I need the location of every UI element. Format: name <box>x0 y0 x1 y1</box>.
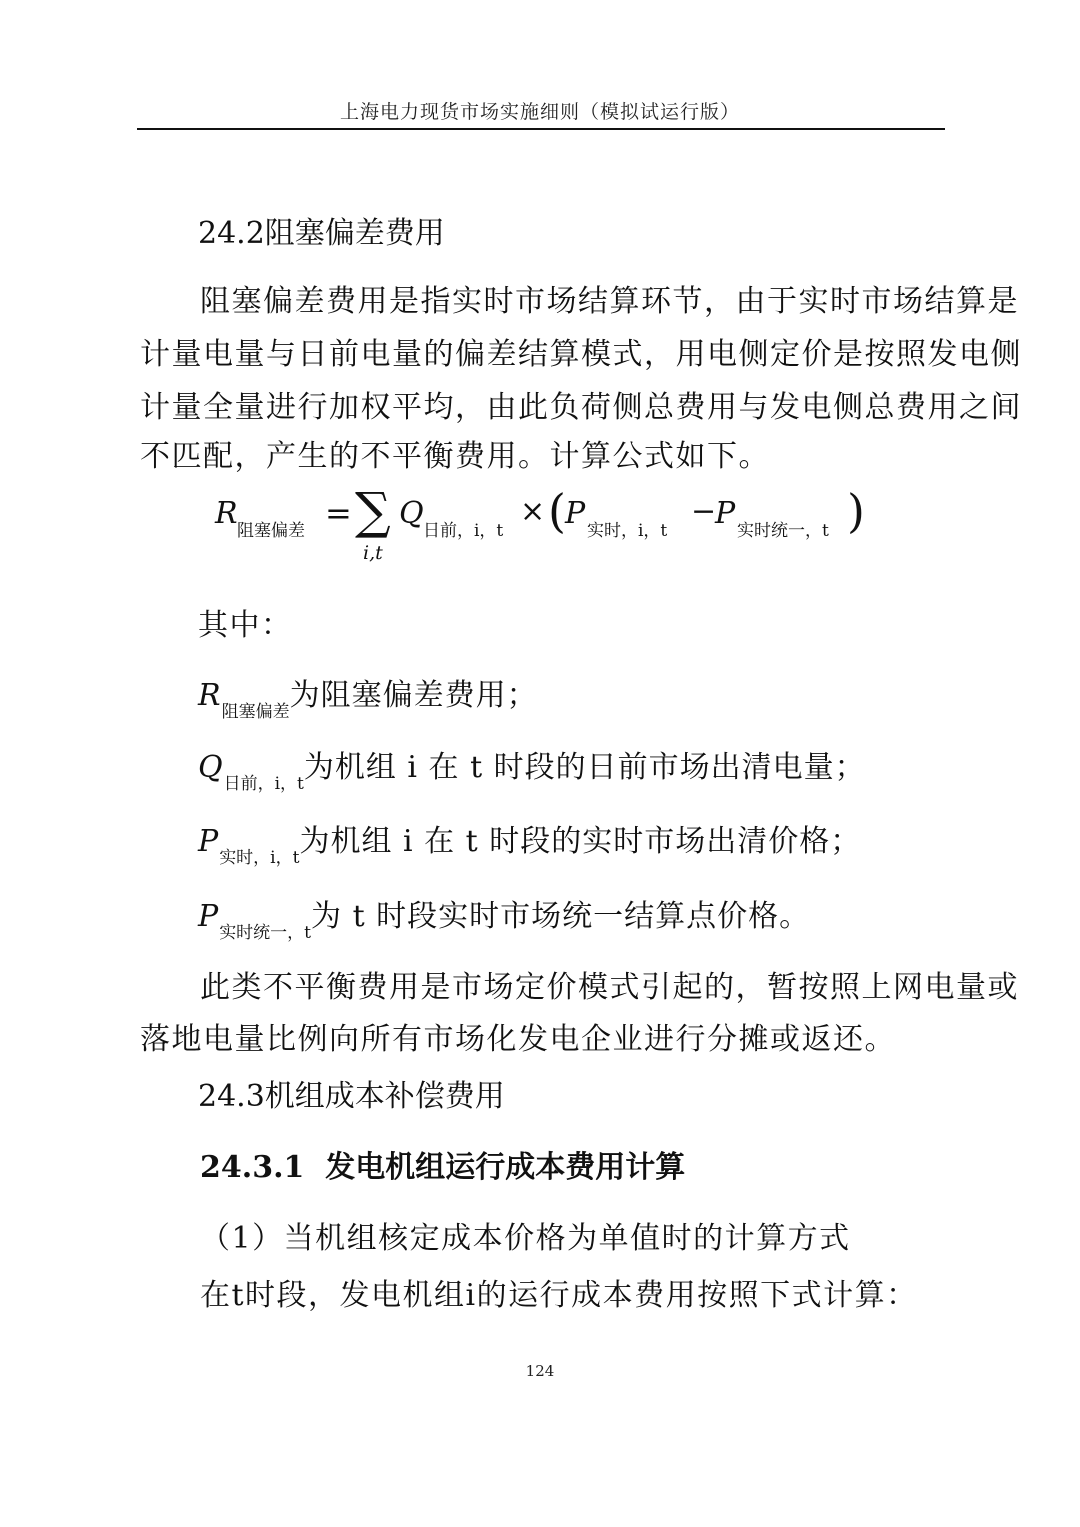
formula-times: × <box>520 494 546 529</box>
formula-sum-symbol: ∑ <box>355 482 391 540</box>
definition-text: 为 t 时段实时市场统一结算点价格。 <box>311 899 811 934</box>
formula-lhs-symbol: R <box>215 496 238 531</box>
section-heading-24-3-1 <box>200 1142 685 1186</box>
formula-q-subscript: 日前，i，t <box>423 521 504 541</box>
formula-p2-subscript: 实时统一，t <box>737 521 829 541</box>
definition-subscript: 阻塞偏差 <box>221 702 290 722</box>
formula-close-paren: ) <box>847 484 865 538</box>
definition-p-unified <box>198 891 810 943</box>
page-header-title: 上海电力现货市场实施细则（模拟试运行版） <box>339 101 740 123</box>
definition-text: 为机组 i 在 t 时段的日前市场出清电量； <box>303 750 866 785</box>
definition-subscript: 日前，i，t <box>223 774 304 794</box>
section-heading-24-2 <box>198 208 445 252</box>
page-number: 124 <box>525 1362 555 1380</box>
definition-symbol: P <box>198 824 220 859</box>
section-heading-24-3 <box>198 1071 505 1115</box>
section-title: 阻塞偏差费用 <box>264 216 445 251</box>
definition-text: 为机组 i 在 t 时段的实时市场出清价格； <box>299 824 862 859</box>
definition-p-realtime <box>198 816 861 868</box>
header-divider <box>137 128 945 130</box>
formula-block <box>215 482 915 576</box>
formula-minus: − <box>691 494 717 529</box>
definition-symbol: R <box>198 678 222 713</box>
item-1-text: 在t时段，发电机组i的运行成本费用按照下式计算： <box>200 1278 918 1313</box>
definition-r <box>198 670 538 722</box>
section-number: 24.3 <box>198 1079 265 1114</box>
where-label: 其中： <box>198 608 293 643</box>
paragraph-line-1: 阻塞偏差费用是指实时市场结算环节，由于实时市场结算是 <box>200 284 1019 319</box>
formula-q-symbol: Q <box>399 496 424 531</box>
section-number: 24.3.1 <box>200 1150 305 1185</box>
formula-p2-symbol: P <box>715 496 736 531</box>
formula-sum-index: i,t <box>363 542 383 564</box>
section-number: 24.2 <box>198 216 265 251</box>
closing-line-1: 此类不平衡费用是市场定价模式引起的，暂按照上网电量或 <box>200 970 1019 1005</box>
section-title: 发电机组运行成本费用计算 <box>325 1150 686 1185</box>
definition-symbol: Q <box>198 750 224 785</box>
paragraph-line-4: 不匹配，产生的不平衡费用。计算公式如下。 <box>140 439 770 474</box>
formula-lhs-subscript: 阻塞偏差 <box>237 521 305 541</box>
formula-p1-subscript: 实时，i，t <box>587 521 668 541</box>
definition-text: 为阻塞偏差费用； <box>289 678 538 713</box>
definition-subscript: 实时，i，t <box>219 848 300 868</box>
definition-q <box>198 742 866 794</box>
paragraph-line-2: 计量电量与日前电量的偏差结算模式，用电侧定价是按照发电侧 <box>140 337 1022 372</box>
section-title: 机组成本补偿费用 <box>264 1079 505 1114</box>
formula-p1-symbol: P <box>565 496 586 531</box>
definition-subscript: 实时统一，t <box>219 923 312 943</box>
formula-equals: = <box>325 494 352 532</box>
formula-open-paren: ( <box>548 484 566 538</box>
definition-symbol: P <box>198 899 220 934</box>
item-1-heading: （1）当机组核定成本价格为单值时的计算方式 <box>200 1221 851 1256</box>
closing-line-2: 落地电量比例向所有市场化发电企业进行分摊或返还。 <box>140 1022 896 1057</box>
paragraph-line-3: 计量全量进行加权平均，由此负荷侧总费用与发电侧总费用之间 <box>140 390 1022 425</box>
